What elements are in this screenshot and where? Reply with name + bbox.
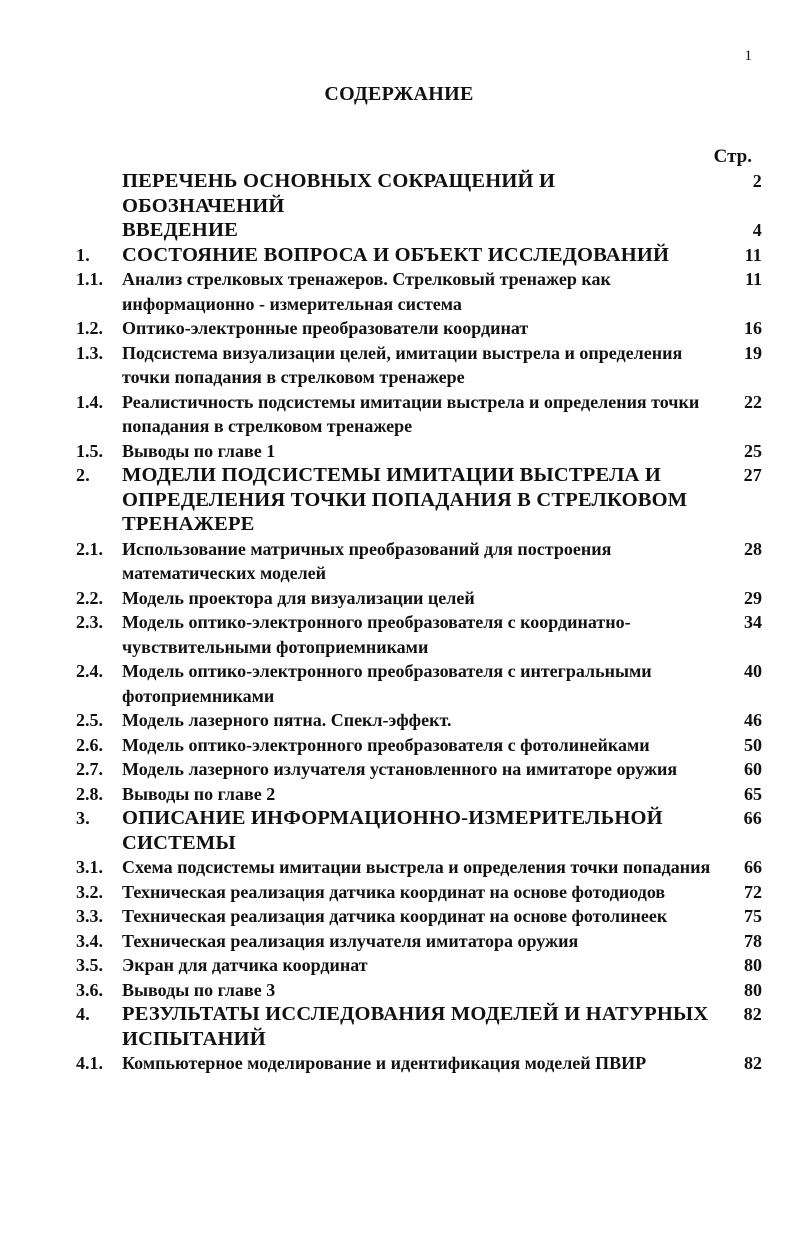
toc-entry-page: 75 xyxy=(744,906,762,926)
toc-entry xyxy=(76,733,762,758)
toc-entry xyxy=(76,1002,762,1051)
toc-entry-number: 3.3. xyxy=(76,906,103,926)
toc-entry-number: 1. xyxy=(76,244,90,265)
toc-entry-number: 2.5. xyxy=(76,710,103,730)
toc-entry xyxy=(76,659,762,708)
toc-entry-title: Техническая реализация датчика координат на основе фотолинеек xyxy=(122,906,668,926)
toc-entry xyxy=(76,953,762,978)
toc-entry-page: 72 xyxy=(744,881,762,902)
toc-entry xyxy=(76,586,762,611)
toc-entry-number: 2.2. xyxy=(76,587,103,608)
toc-entry-title: Выводы по главе 1 xyxy=(122,440,276,461)
page-column-header: Стр. xyxy=(713,146,752,167)
toc-entry xyxy=(76,806,762,855)
toc-entry-title: Компьютерное моделирование и идентификация моделей ПВИР xyxy=(122,1053,647,1073)
toc-entry-page: 46 xyxy=(744,710,762,730)
toc-entry xyxy=(76,1051,762,1076)
toc-entry xyxy=(76,169,762,218)
toc-entry-page: 60 xyxy=(744,759,762,779)
toc-entry-page: 66 xyxy=(743,808,762,828)
toc-entry-number: 4. xyxy=(76,1004,90,1024)
toc-entry-page: 82 xyxy=(743,1004,762,1024)
toc-entry-title: РЕЗУЛЬТАТЫ ИССЛЕДОВАНИЯ МОДЕЛЕЙ И НАТУРНЫХ ИСПЫТАНИЙ xyxy=(122,1003,709,1050)
page-number: 1 xyxy=(744,48,752,64)
toc-entry-page: 4 xyxy=(752,220,762,240)
toc-entry-title: Модель проектора для визуализации целей xyxy=(122,587,475,608)
toc-entry xyxy=(76,978,762,1003)
toc-entry-number: 3.1. xyxy=(76,857,103,877)
toc-entry-number: 2.8. xyxy=(76,783,103,804)
toc-entry-title: Выводы по главе 3 xyxy=(122,979,276,1000)
toc-entry-title: Модель оптико-электронного преобразователя с координатно-чувствительными фотоприемниками xyxy=(122,612,631,657)
toc-entry-page: 22 xyxy=(744,391,762,412)
toc-entry-title: Модель лазерного пятна. Спекл-эффект. xyxy=(122,710,452,730)
toc-entry xyxy=(76,316,762,341)
toc-entry xyxy=(76,537,762,586)
toc-entry-title: Модель оптико-электронного преобразователя с интегральными фотоприемниками xyxy=(122,661,652,706)
toc-entry-page: 27 xyxy=(743,465,762,485)
toc-entry-page: 65 xyxy=(744,783,762,804)
toc-entry-number: 3.6. xyxy=(76,979,103,1000)
toc-entry xyxy=(76,610,762,659)
toc-entry-number: 1.2. xyxy=(76,318,103,338)
toc-entry-page: 11 xyxy=(744,269,762,289)
toc-entry-number: 1.1. xyxy=(76,269,103,289)
toc-entry-number: 4.1. xyxy=(76,1053,103,1073)
toc-entry-title: Техническая реализация датчика координат на основе фотодиодов xyxy=(122,881,666,902)
toc-entry-title: ПЕРЕЧЕНЬ ОСНОВНЫХ СОКРАЩЕНИЙ И ОБОЗНАЧЕНИЙ xyxy=(122,170,556,217)
toc-entry xyxy=(76,390,762,439)
toc-entry-title: Модель лазерного излучателя установленного на имитаторе оружия xyxy=(122,759,678,779)
toc-entry-number: 2.7. xyxy=(76,759,103,779)
toc-entry-page: 78 xyxy=(744,930,762,951)
toc-entry-title: Экран для датчика координат xyxy=(122,955,368,975)
toc-entry-number: 2.4. xyxy=(76,661,103,681)
toc-entry-page: 80 xyxy=(744,979,762,1000)
toc-entry-page: 16 xyxy=(744,318,762,338)
toc-entry-page: 40 xyxy=(744,661,762,681)
toc-entry-title: Модель оптико-электронного преобразователя с фотолинейками xyxy=(122,734,650,755)
toc-entry-page: 19 xyxy=(744,342,762,363)
toc-entry xyxy=(76,782,762,807)
page-title: СОДЕРЖАНИЕ xyxy=(324,83,474,105)
toc-entry-page: 66 xyxy=(744,857,762,877)
toc-entry-title: Использование матричных преобразований для построения математических моделей xyxy=(122,538,612,583)
toc-entry xyxy=(76,757,762,782)
toc-entry-number: 2.1. xyxy=(76,538,103,559)
toc-entry-title: Реалистичность подсистемы имитации выстрела и определения точки попадания в стрелковом тренажере xyxy=(122,391,700,436)
toc-entry-title: СОСТОЯНИЕ ВОПРОСА И ОБЪЕКТ ИССЛЕДОВАНИЙ xyxy=(122,243,670,266)
toc-entry xyxy=(76,341,762,390)
toc-entry-title: ВВЕДЕНИЕ xyxy=(122,219,238,241)
toc-entry-number: 3.2. xyxy=(76,881,103,902)
toc-entry-number: 3.5. xyxy=(76,955,103,975)
toc-entry-number: 1.5. xyxy=(76,440,103,461)
toc-entry-page: 28 xyxy=(744,538,762,559)
toc-entry xyxy=(76,929,762,954)
toc-entry-title: ОПИСАНИЕ ИНФОРМАЦИОННО-ИЗМЕРИТЕЛЬНОЙ СИСТЕМЫ xyxy=(122,807,663,854)
toc-entry xyxy=(76,218,762,243)
toc-entry-page: 25 xyxy=(744,440,762,461)
toc-entry xyxy=(76,708,762,733)
toc-entry xyxy=(76,855,762,880)
toc-entry-number: 2.6. xyxy=(76,734,103,755)
toc-entry-number: 3.4. xyxy=(76,930,103,951)
toc-entry xyxy=(76,463,762,537)
toc-entry-number: 1.4. xyxy=(76,391,103,412)
toc-entry-number: 2.3. xyxy=(76,612,103,632)
toc-entry-title: Анализ стрелковых тренажеров. Стрелковый тренажер как информационно - измерительная система xyxy=(122,269,611,314)
toc-entry-number: 2. xyxy=(76,465,90,485)
toc-entry-title: МОДЕЛИ ПОДСИСТЕМЫ ИМИТАЦИИ ВЫСТРЕЛА И ОПРЕДЕЛЕНИЯ ТОЧКИ ПОПАДАНИЯ В СТРЕЛКОВОМ ТРЕНАЖЕРЕ xyxy=(122,464,688,535)
toc-entry xyxy=(76,904,762,929)
toc-entry xyxy=(76,267,762,316)
toc-entry-title: Подсистема визуализации целей, имитации выстрела и определения точки попадания в стрелковом тренажере xyxy=(122,342,683,387)
table-of-contents xyxy=(76,169,762,1076)
toc-entry-page: 34 xyxy=(744,612,762,632)
toc-entry xyxy=(76,880,762,905)
toc-entry-page: 80 xyxy=(744,955,762,975)
toc-entry-title: Техническая реализация излучателя имитатора оружия xyxy=(122,930,579,951)
toc-entry xyxy=(76,439,762,464)
toc-entry-page: 82 xyxy=(744,1053,762,1073)
toc-entry-number: 1.3. xyxy=(76,342,103,363)
toc-entry-page: 2 xyxy=(752,171,762,191)
toc-entry-page: 29 xyxy=(744,587,762,608)
toc-entry-title: Схема подсистемы имитации выстрела и определения точки попадания xyxy=(122,857,711,877)
toc-entry-number: 3. xyxy=(76,808,90,828)
toc-entry-page: 50 xyxy=(744,734,762,755)
toc-entry-page: 11 xyxy=(744,244,762,265)
toc-entry xyxy=(76,243,762,268)
toc-entry-title: Оптико-электронные преобразователи координат xyxy=(122,318,529,338)
toc-entry-title: Выводы по главе 2 xyxy=(122,783,276,804)
